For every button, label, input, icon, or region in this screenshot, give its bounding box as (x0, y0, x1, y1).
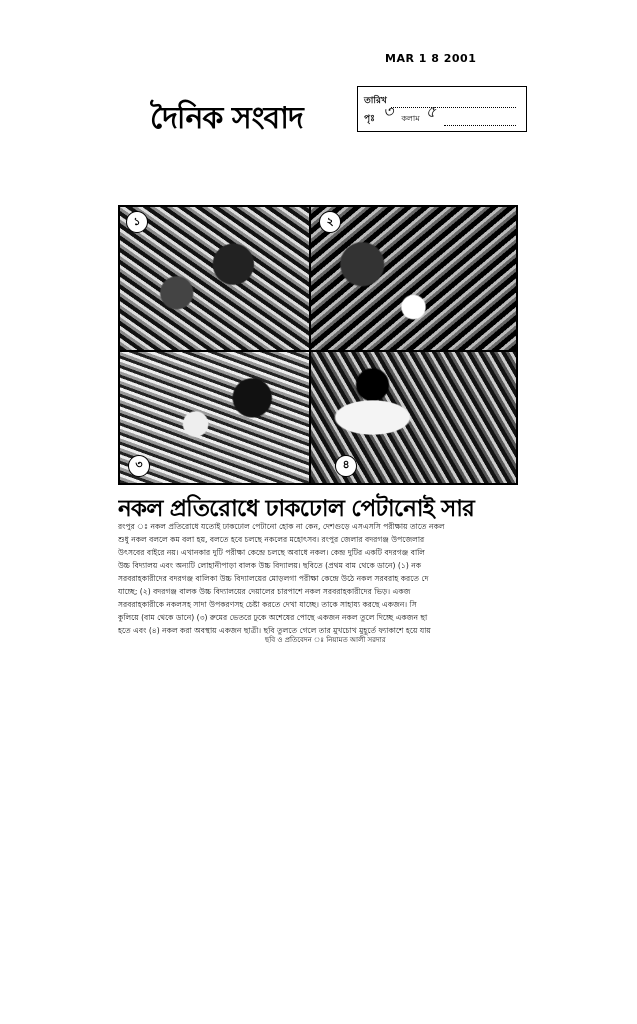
article-body (118, 520, 521, 637)
archive-stamp (357, 86, 527, 132)
body-line: কুলিয়ে (বাম থেকে ডানে) (৩) রুমের ভেতরে ঢুকে অশেষের পোছে একজন নকল তুলে দিচ্ছে একজন ছা (118, 613, 428, 622)
photo-4 (310, 351, 517, 484)
stamp-column-value: ৫ (425, 102, 437, 121)
body-line: হতে এবং (৪) নকল করা অবস্থায় একজন ছাত্রী। ছবি তুলতে গেলে তার মুখচোখ মুহূর্তে ফ্যাকাশে হয়ে যায় (118, 626, 431, 635)
photo-1 (119, 206, 310, 351)
article-headline: নকল প্রতিরোধে ঢাকঢোল পেটানোই সার (118, 496, 474, 522)
photo-number-badge: ২ (319, 211, 341, 233)
photo-number-badge: ৪ (335, 455, 357, 477)
body-line: উৎসবের বাইরে নয়। এখানকার দুটি পরীক্ষা কেন্দ্রে চলছে অবাধে নকল। কেন্দ্র দুটির একটি বদরগঞ্জ বালি (118, 548, 425, 557)
stamp-page-row (364, 102, 520, 126)
stamp-page-label: পৃঃ (364, 114, 375, 124)
photo-grid (118, 205, 518, 485)
photo-3 (119, 351, 310, 484)
stamp-column-label: কলাম (401, 114, 420, 123)
photo-number-badge: ৩ (128, 455, 150, 477)
body-line: যাচ্ছে; (২) বদরগঞ্জ বালক উচ্চ বিদ্যালয়ের দেয়ালের চারপাশে নকল সরবরাহকারীদের ভিড়। একজ (118, 587, 411, 596)
body-line: শুধু নকল বললে কম বলা হয়, বলতে হবে চলছে নকলের মহোৎসব। রংপুর জেলার বদরগঞ্জ উপজেলার (118, 535, 425, 544)
photo-2 (310, 206, 517, 351)
date-stamp: MAR 1 8 2001 (385, 52, 477, 65)
stamp-page-value: ৩ (382, 102, 394, 121)
body-line: রংপুর ঃ নকল প্রতিরোধে যতোই ঢাকঢোল পেটানো হোক না কেন, দেশগুড়ে এসএসসি পরীক্ষায় তাতে নকল (118, 522, 445, 531)
stamp-column-line (444, 115, 516, 126)
stamp-date-label: তারিখ (364, 96, 387, 106)
newspaper-masthead: দৈনিক সংবাদ (150, 101, 303, 136)
body-line: উচ্চ বিদ্যালয় এবং অন্যটি লোহানীপাড়া বালক উচ্চ বিদ্যালয়। ছবিতে (প্রথম বাম থেকে ডানে) (১) নক (118, 561, 422, 570)
stamp-date-line (391, 97, 516, 108)
body-line: সরবরাহকারীকে নকলসহ সাদা উপকরণসহ চেষ্টা করতে দেখা যাচ্ছে। তাকে সাহায্য করছে একজন। সি (118, 600, 417, 609)
photo-credit: ছবি ও প্রতিবেদন ঃ নিয়ামত আলী সরদার (265, 636, 386, 644)
body-line: সরবরাহকারীদের বদরগঞ্জ বালিকা উচ্চ বিদ্যালয়ের মোড়লগা পরীক্ষা কেন্দ্রে উঠে নকল সরবরাহ করতে দে (118, 574, 429, 583)
photo-number-badge: ১ (126, 211, 148, 233)
